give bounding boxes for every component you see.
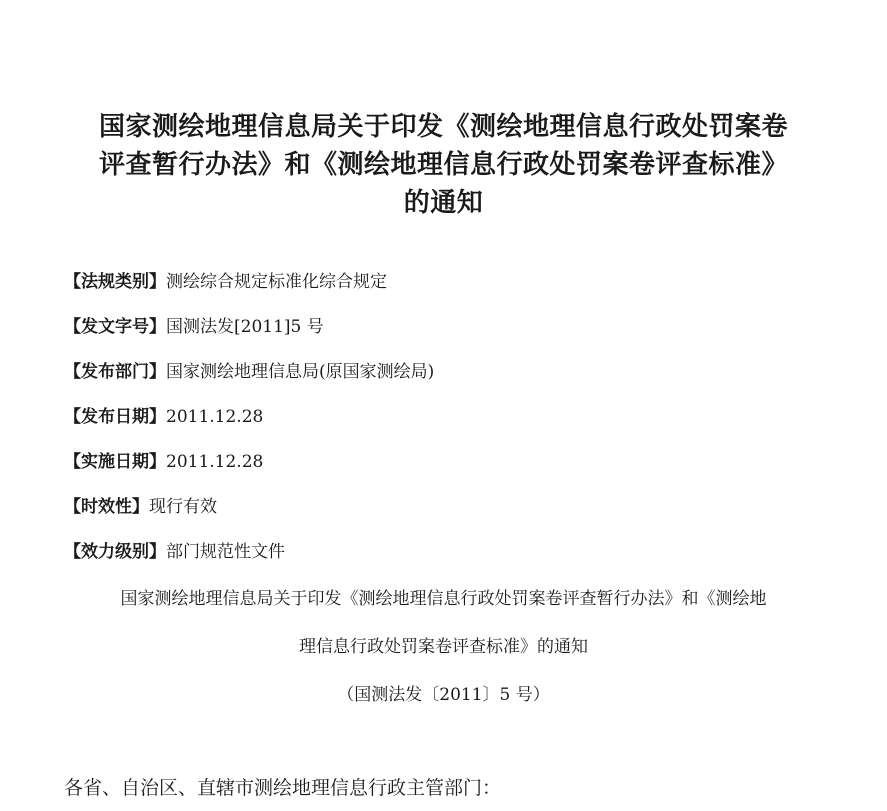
metadata-value: 测绘综合规定标准化综合规定 xyxy=(166,272,387,292)
subtitle-line-2: 理信息行政处罚案卷评查标准》的通知 xyxy=(299,637,588,657)
salutation: 各省、自治区、直辖市测绘地理信息行政主管部门： xyxy=(64,777,502,799)
metadata-key: 【时效性】 xyxy=(64,497,149,517)
metadata-value: 国家测绘地理信息局(原国家测绘局) xyxy=(166,362,435,382)
metadata-row-level xyxy=(64,536,844,581)
document-subtitle xyxy=(40,583,847,711)
metadata-key: 【发布部门】 xyxy=(64,362,166,382)
document-title xyxy=(40,108,847,222)
metadata-key: 【实施日期】 xyxy=(64,452,166,472)
metadata-row-validity xyxy=(64,491,844,536)
subtitle-doc-number: （国测法发〔2011〕5 号） xyxy=(337,685,550,705)
metadata-key: 【发文字号】 xyxy=(64,317,166,337)
metadata-value: 现行有效 xyxy=(149,497,217,517)
metadata-value: 国测法发[2011]5 号 xyxy=(166,317,324,337)
metadata-row-publish-date xyxy=(64,401,844,446)
metadata-value: 2011.12.28 xyxy=(166,407,264,427)
title-line-3: 的通知 xyxy=(403,188,484,218)
metadata-value: 2011.12.28 xyxy=(166,452,264,472)
subtitle-line-1: 国家测绘地理信息局关于印发《测绘地理信息行政处罚案卷评查暂行办法》和《测绘地 xyxy=(120,589,767,609)
metadata-row-effective-date xyxy=(64,446,844,491)
metadata-key: 【发布日期】 xyxy=(64,407,166,427)
metadata-row-department xyxy=(64,356,844,401)
metadata-row-doc-number xyxy=(64,311,844,356)
metadata-row-category xyxy=(64,266,844,311)
metadata-list xyxy=(64,266,844,581)
metadata-value: 部门规范性文件 xyxy=(166,542,285,562)
metadata-key: 【法规类别】 xyxy=(64,272,166,292)
title-line-2: 评查暂行办法》和《测绘地理信息行政处罚案卷评查标准》 xyxy=(98,150,788,180)
title-line-1: 国家测绘地理信息局关于印发《测绘地理信息行政处罚案卷 xyxy=(98,112,788,142)
metadata-key: 【效力级别】 xyxy=(64,542,166,562)
